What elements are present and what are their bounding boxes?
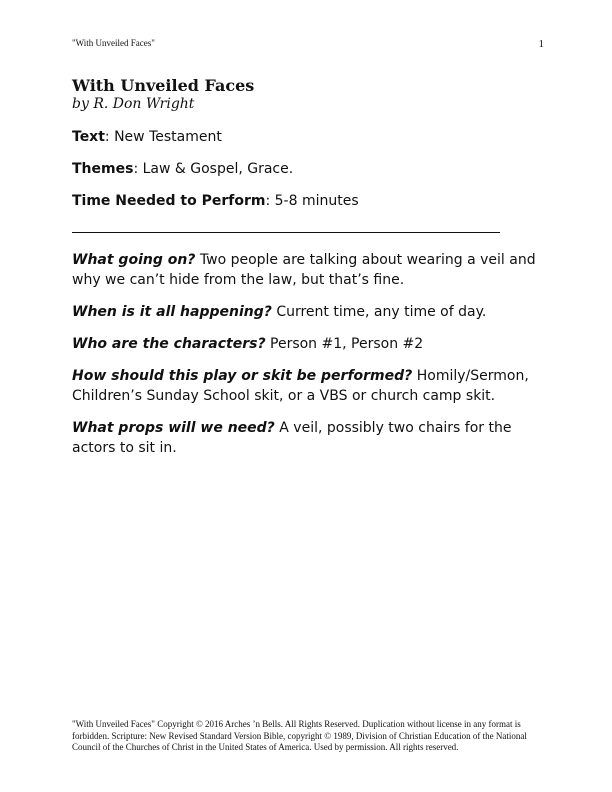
themes-label: Themes (72, 161, 134, 177)
time-label: Time Needed to Perform (72, 193, 266, 209)
answer-text: Person #1, Person #2 (265, 336, 424, 352)
text-label: Text (72, 129, 105, 145)
question-when (72, 302, 542, 322)
question-how (72, 366, 542, 406)
divider-rule (72, 232, 500, 233)
text-value: : New Testament (104, 129, 222, 145)
time-field (72, 193, 359, 209)
question-what-going-on (72, 250, 542, 290)
question-props (72, 418, 542, 458)
question-label: How should this play or skit be performed? (72, 368, 413, 384)
themes-field (72, 161, 293, 177)
author-byline: by R. Don Wright (72, 96, 195, 112)
document-title: With Unveiled Faces (72, 76, 255, 95)
page-number: 1 (538, 38, 544, 50)
text-field (72, 129, 222, 145)
time-value: : 5-8 minutes (265, 193, 359, 209)
question-label: Who are the characters? (72, 336, 266, 352)
answer-text: Homily/Sermon, Children’s Sunday School skit, or a VBS or church camp skit. (72, 368, 529, 404)
question-label: What going on? (72, 252, 196, 268)
question-label: When is it all happening? (72, 304, 272, 320)
answer-text: Current time, any time of day. (271, 304, 487, 320)
question-who (72, 334, 542, 354)
answer-text: Two people are talking about wearing a veil and why we can’t hide from the law, but that’s fine. (72, 252, 536, 288)
themes-value: : Law & Gospel, Grace. (133, 161, 294, 177)
copyright-footer: "With Unveiled Faces" Copyright © 2016 Arches ’n Bells. All Rights Reserved. Duplication without license in any format is forbidden. Scripture: New Revised Standard Version Bible, copyright © 1989, Division of Christian Education of the National Council of the Churches of Christ in the United States of America. Used by permission. All rights reserved. (72, 719, 527, 752)
running-header-title: "With Unveiled Faces" (72, 38, 155, 48)
answer-text: A veil, possibly two chairs for the actors to sit in. (72, 420, 512, 456)
question-label: What props will we need? (72, 420, 275, 436)
